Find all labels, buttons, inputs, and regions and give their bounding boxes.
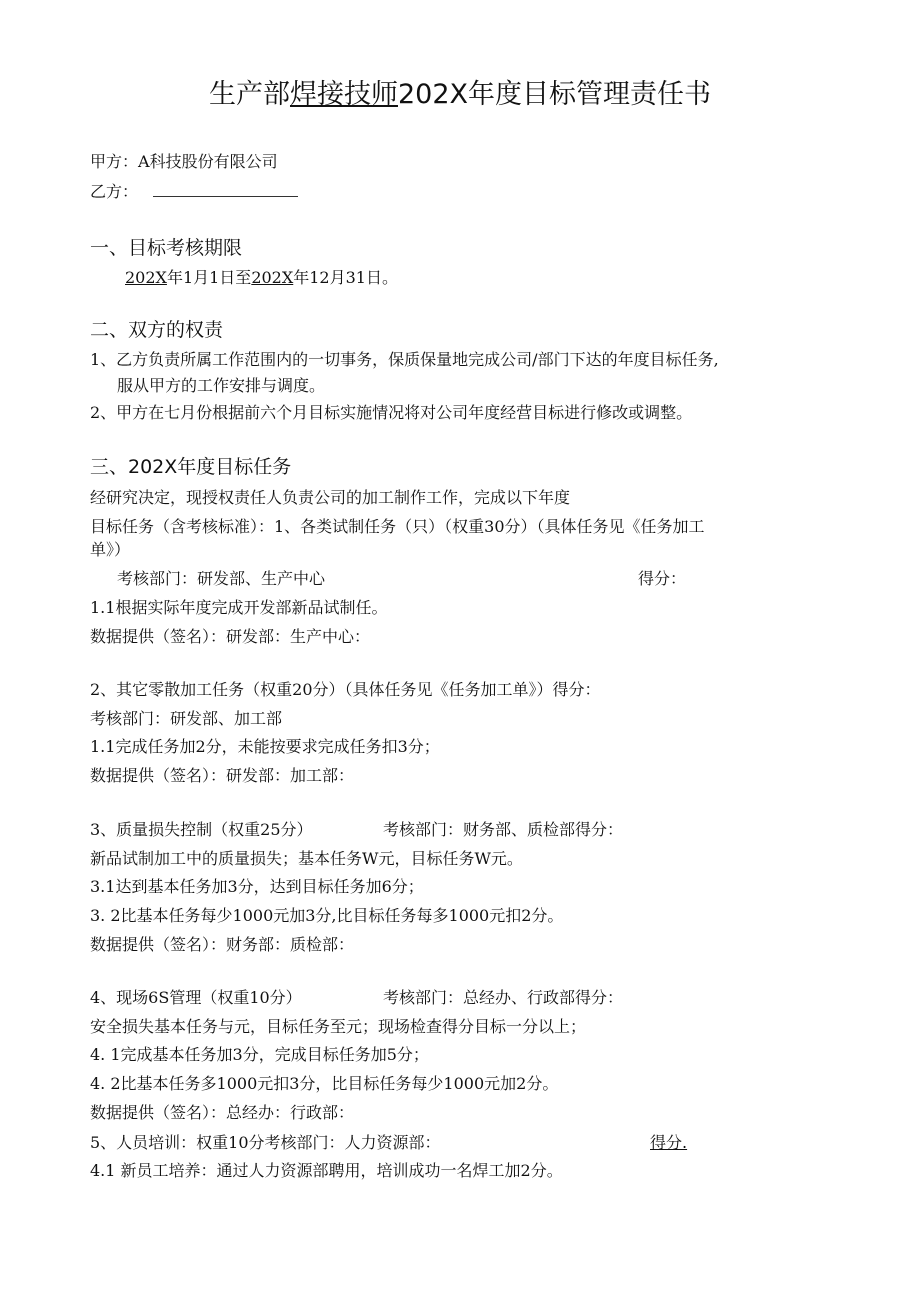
section1-heading: 一、目标考核期限 <box>90 237 243 259</box>
task2-data: 数据提供（签名）：研发部：加工部： <box>90 766 355 785</box>
title-prefix: 生产部 <box>208 79 290 110</box>
task3-title: 3、质量损失控制（权重25分） <box>90 820 313 839</box>
task1-score-label: 得分： <box>638 569 687 588</box>
task5-score-label: 得分. <box>650 1133 688 1152</box>
party-a <box>90 152 278 172</box>
task1-rule1: 1.1根据实际年度完成开发部新品试制任。 <box>90 598 388 617</box>
party-b-label: 乙方： <box>90 182 139 201</box>
task5-title: 5、人员培训：权重10分考核部门：人力资源部： <box>90 1133 441 1152</box>
task3-rule2: 3. 2比基本任务每少1000元加3分,比目标任务每多1000元扣2分。 <box>90 906 564 925</box>
party-a-label: 甲方： <box>90 152 139 171</box>
period-end-year: 202X <box>251 268 294 287</box>
task2-rule1: 1.1完成任务加2分，未能按要求完成任务扣3分； <box>90 737 440 756</box>
section2-item1-line2: 服从甲方的工作安排与调度。 <box>117 376 326 395</box>
task3-rule1: 3.1达到基本任务加3分，达到目标任务加6分； <box>90 877 424 896</box>
period-end: 年12月31日。 <box>293 268 398 287</box>
section3-intro-line2: 目标任务（含考核标准）：1、各类试制任务（只）（权重30分）（具体任务见《任务加工 <box>90 517 705 536</box>
task4-data: 数据提供（签名）：总经办：行政部： <box>90 1103 355 1122</box>
period-start-year: 202X <box>125 268 167 287</box>
section1-period <box>125 268 398 288</box>
task4-rule2: 4. 2比基本任务多1000元扣3分，比目标任务每少1000元加2分。 <box>90 1074 559 1093</box>
section3-heading: 三、202X年度目标任务 <box>90 456 292 478</box>
section2-item1-line1: 1、乙方负责所属工作范围内的一切事务，保质保量地完成公司/部门下达的年度目标任务, <box>90 350 719 369</box>
task5-rule1: 4.1 新员工培养：通过人力资源部聘用，培训成功一名焊工加2分。 <box>90 1161 563 1180</box>
task4-dept: 考核部门：总经办、行政部得分： <box>383 988 624 1007</box>
section2-item2: 2、甲方在七月份根据前六个月目标实施情况将对公司年度经营目标进行修改或调整。 <box>90 403 693 422</box>
document-title <box>0 78 920 112</box>
task3-data: 数据提供（签名）：财务部：质检部： <box>90 935 355 954</box>
task4-desc: 安全损失基本任务与元，目标任务至元；现场检查得分目标一分以上； <box>90 1017 587 1036</box>
task3-desc: 新品试制加工中的质量损失；基本任务W元，目标任务W元。 <box>90 849 523 868</box>
task1-dept: 考核部门：研发部、生产中心 <box>117 569 326 588</box>
title-role: 焊接技师 <box>289 79 398 110</box>
party-a-value: A科技股份有限公司 <box>138 152 278 171</box>
task4-title: 4、现场6S管理（权重10分） <box>90 988 302 1007</box>
task4-rule1: 4. 1完成基本任务加3分，完成目标任务加5分； <box>90 1045 429 1064</box>
task2-dept: 考核部门：研发部、加工部 <box>90 709 283 728</box>
party-b-blank-line <box>153 182 298 197</box>
period-mid: 年1月1日至 <box>166 268 252 287</box>
task1-data: 数据提供（签名）：研发部：生产中心： <box>90 627 371 646</box>
task2-title: 2、其它零散加工任务（权重20分）（具体任务见《任务加工单》）得分： <box>90 680 601 699</box>
section3-intro-line3: 单》） <box>90 540 131 559</box>
title-suffix: 202X年度目标管理责任书 <box>397 79 712 110</box>
section2-heading: 二、双方的权责 <box>90 319 224 341</box>
section3-intro-line1: 经研究决定，现授权责任人负责公司的加工制作工作，完成以下年度 <box>90 488 571 507</box>
party-b <box>90 182 298 202</box>
task3-dept: 考核部门：财务部、质检部得分： <box>383 820 624 839</box>
